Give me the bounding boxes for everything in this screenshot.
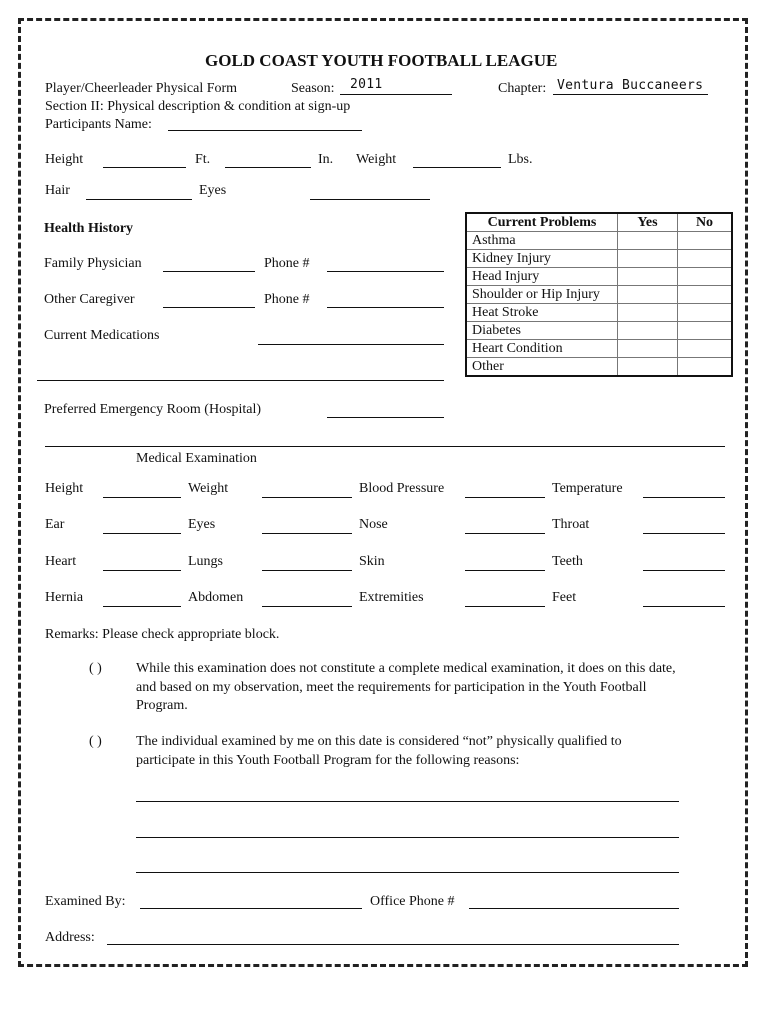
exam-field[interactable] [103,570,181,571]
exam-field[interactable] [103,533,181,534]
exam-label: Ear [45,517,65,532]
exam-label: Feet [552,590,577,605]
eyes-label: Eyes [199,183,227,198]
season-label: Season: [291,81,335,96]
phone2-label: Phone # [264,292,310,307]
table-header: Current Problems [466,213,618,232]
exam-label: Throat [552,517,590,532]
family-physician-label: Family Physician [44,256,142,271]
chapter-label: Chapter: [498,81,547,96]
table-header-row [466,213,732,232]
chapter-value[interactable]: Ventura Buccaneers [557,78,704,93]
problem-label: Heat Stroke [466,304,618,322]
exam-field[interactable] [643,497,725,498]
table-row [466,232,732,250]
problem-label: Diabetes [466,322,618,340]
no-cell[interactable] [678,322,733,340]
health-history-heading: Health History [44,221,134,236]
exam-label: Eyes [188,517,216,532]
problem-label: Kidney Injury [466,250,618,268]
current-medications-label: Current Medications [44,328,160,343]
yes-cell[interactable] [618,250,678,268]
yes-cell[interactable] [618,232,678,250]
table-row [466,340,732,358]
ft-label: Ft. [195,152,211,167]
table-row [466,358,732,377]
examined-by-field[interactable] [140,908,362,909]
emergency-room-field[interactable] [327,417,444,418]
exam-label: Lungs [188,554,223,569]
no-cell[interactable] [678,358,733,377]
exam-field[interactable] [103,497,181,498]
yes-cell[interactable] [618,268,678,286]
height-in-field[interactable] [225,167,311,168]
examined-by-label: Examined By: [45,894,126,909]
exam-label: Extremities [359,590,424,605]
emergency-room-label: Preferred Emergency Room (Hospital) [44,402,262,417]
option2-text-line: The individual examined by me on this date is considered “not” physically qualified to [136,734,622,749]
yes-cell[interactable] [618,358,678,377]
exam-field[interactable] [103,606,181,607]
option2-text-line: participate in this Youth Football Program for the following reasons: [136,753,520,768]
problem-label: Other [466,358,618,377]
exam-field[interactable] [465,533,545,534]
exam-label: Teeth [552,554,583,569]
office-phone-field[interactable] [469,908,679,909]
exam-label: Height [45,481,84,496]
lbs-label: Lbs. [508,152,533,167]
other-caregiver-field[interactable] [163,307,255,308]
problem-label: Heart Condition [466,340,618,358]
medical-exam-heading: Medical Examination [136,451,257,466]
exam-label: Heart [45,554,77,569]
exam-field[interactable] [465,570,545,571]
table-row [466,304,732,322]
exam-label: Weight [188,481,229,496]
table-header: No [678,213,733,232]
exam-field[interactable] [262,570,352,571]
no-cell[interactable] [678,250,733,268]
participant-name-label: Participants Name: [45,117,152,132]
exam-label: Hernia [45,590,84,605]
hair-label: Hair [45,183,70,198]
option1-text-line: While this examination does not constitute a complete medical examination, it does on this date, [136,661,676,676]
table-header: Yes [618,213,678,232]
option2-checkbox[interactable]: ( ) [89,734,102,749]
option1-checkbox[interactable]: ( ) [89,661,102,676]
form-title: GOLD COAST YOUTH FOOTBALL LEAGUE [205,51,558,70]
table-row [466,268,732,286]
season-value[interactable]: 2011 [350,77,383,92]
yes-cell[interactable] [618,286,678,304]
yes-cell[interactable] [618,304,678,322]
office-phone-label: Office Phone # [370,894,455,909]
exam-field[interactable] [643,570,725,571]
other-caregiver-label: Other Caregiver [44,292,135,307]
exam-label: Abdomen [188,590,244,605]
table-row [466,250,732,268]
option1-text-line: Program. [136,698,188,713]
no-cell[interactable] [678,286,733,304]
weight-field[interactable] [413,167,501,168]
section-label: Section II: Physical description & condition at sign-up [45,99,351,114]
current-medications-field[interactable] [258,344,444,345]
exam-label: Nose [359,517,388,532]
exam-label: Blood Pressure [359,481,445,496]
no-cell[interactable] [678,340,733,358]
section-divider [45,446,725,447]
current-medications-field-2[interactable] [37,380,444,381]
in-label: In. [318,152,334,167]
phone1-label: Phone # [264,256,310,271]
no-cell[interactable] [678,304,733,322]
address-field[interactable] [107,944,679,945]
reasons-field-3[interactable] [136,872,679,873]
address-label: Address: [45,930,95,945]
weight-label: Weight [356,152,397,167]
height-label: Height [45,152,84,167]
exam-field[interactable] [262,533,352,534]
problem-label: Asthma [466,232,618,250]
current-problems-table [465,212,733,377]
exam-field[interactable] [643,606,725,607]
reasons-field-2[interactable] [136,837,679,838]
exam-label: Skin [359,554,385,569]
yes-cell[interactable] [618,340,678,358]
exam-field[interactable] [465,606,545,607]
height-ft-field[interactable] [103,167,186,168]
chapter-line [553,94,708,95]
exam-field[interactable] [262,606,352,607]
reasons-field-1[interactable] [136,801,679,802]
table-row [466,286,732,304]
exam-field[interactable] [643,533,725,534]
problem-label: Shoulder or Hip Injury [466,286,618,304]
no-cell[interactable] [678,232,733,250]
other-caregiver-phone-field[interactable] [327,307,444,308]
remarks-label: Remarks: Please check appropriate block. [45,627,280,642]
problem-label: Head Injury [466,268,618,286]
yes-cell[interactable] [618,322,678,340]
season-line [340,94,452,95]
eyes-field[interactable] [310,199,430,200]
exam-field[interactable] [465,497,545,498]
form-name: Player/Cheerleader Physical Form [45,81,238,96]
family-physician-field[interactable] [163,271,255,272]
hair-field[interactable] [86,199,192,200]
no-cell[interactable] [678,268,733,286]
option1-text-line: and based on my observation, meet the requirements for participation in the Youth Football [136,680,647,695]
table-row [466,322,732,340]
exam-label: Temperature [552,481,623,496]
exam-field[interactable] [262,497,352,498]
family-physician-phone-field[interactable] [327,271,444,272]
participant-name-field[interactable] [168,130,362,131]
